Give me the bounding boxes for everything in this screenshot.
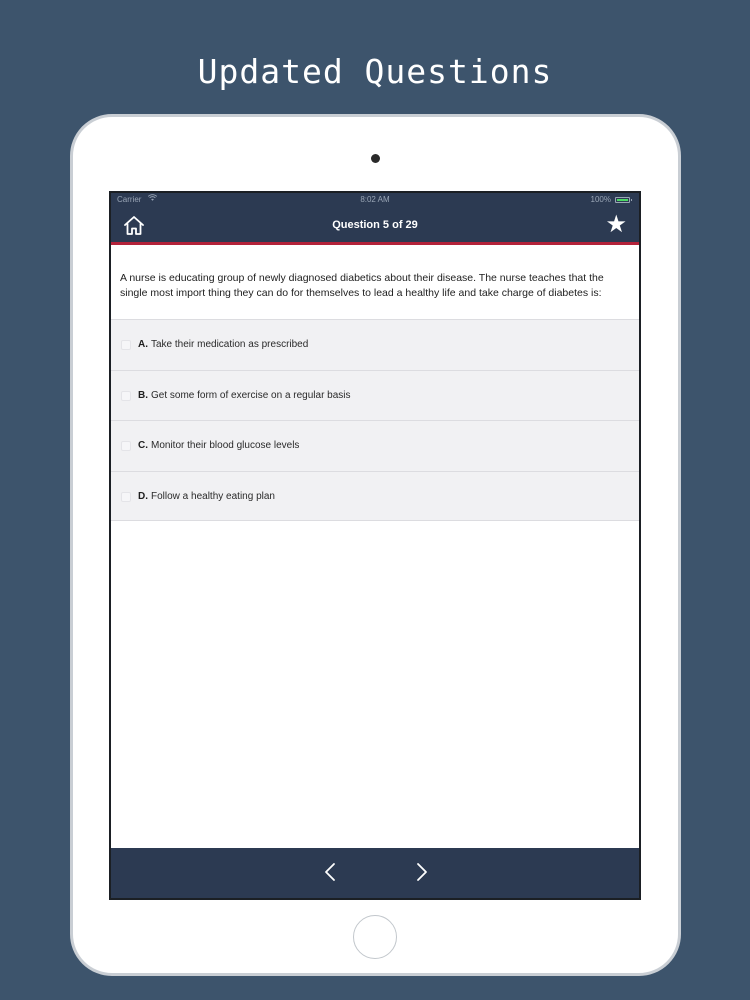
status-bar: [111, 193, 639, 207]
option-checkbox[interactable]: [121, 441, 131, 451]
battery-percent: 100%: [590, 195, 611, 204]
option-text: Monitor their blood glucose levels: [151, 440, 300, 451]
battery-icon: [615, 197, 630, 203]
battery-tip: [631, 199, 632, 201]
chevron-right-icon[interactable]: [407, 856, 437, 888]
chevron-left-icon[interactable]: [315, 856, 345, 888]
promo-headline: Updated Questions: [197, 52, 553, 91]
option-text: Follow a healthy eating plan: [151, 490, 275, 502]
bottom-toolbar: [111, 848, 639, 898]
option-checkbox[interactable]: [121, 492, 131, 502]
page-title: Question 5 of 29: [332, 219, 418, 231]
option-checkbox[interactable]: [121, 391, 131, 401]
option-c[interactable]: [111, 420, 639, 471]
option-checkbox[interactable]: [121, 340, 131, 350]
navigation-bar: [111, 207, 639, 245]
option-letter: D.: [138, 490, 148, 502]
option-a[interactable]: [111, 319, 639, 370]
answer-options: [111, 319, 639, 521]
app-screen: [109, 191, 641, 900]
question-text: A nurse is educating group of newly diagnosed diabetics about their disease. The nurse teaches that the single most import thing they can do for themselves to lead a healthy life and take charge of diabetes is:: [120, 272, 604, 299]
option-text: Get some form of exercise on a regular basis: [151, 389, 351, 401]
option-b[interactable]: [111, 370, 639, 421]
option-letter: A.: [138, 339, 148, 350]
option-letter: C.: [138, 440, 148, 451]
device-home-button[interactable]: [353, 915, 397, 959]
star-icon[interactable]: ★: [605, 210, 627, 238]
camera-dot: [371, 154, 380, 163]
option-letter: B.: [138, 389, 148, 401]
option-d[interactable]: [111, 471, 639, 522]
carrier-label: Carrier: [117, 195, 142, 204]
option-text: Take their medication as prescribed: [151, 339, 309, 350]
status-time: 8:02 AM: [360, 195, 390, 204]
